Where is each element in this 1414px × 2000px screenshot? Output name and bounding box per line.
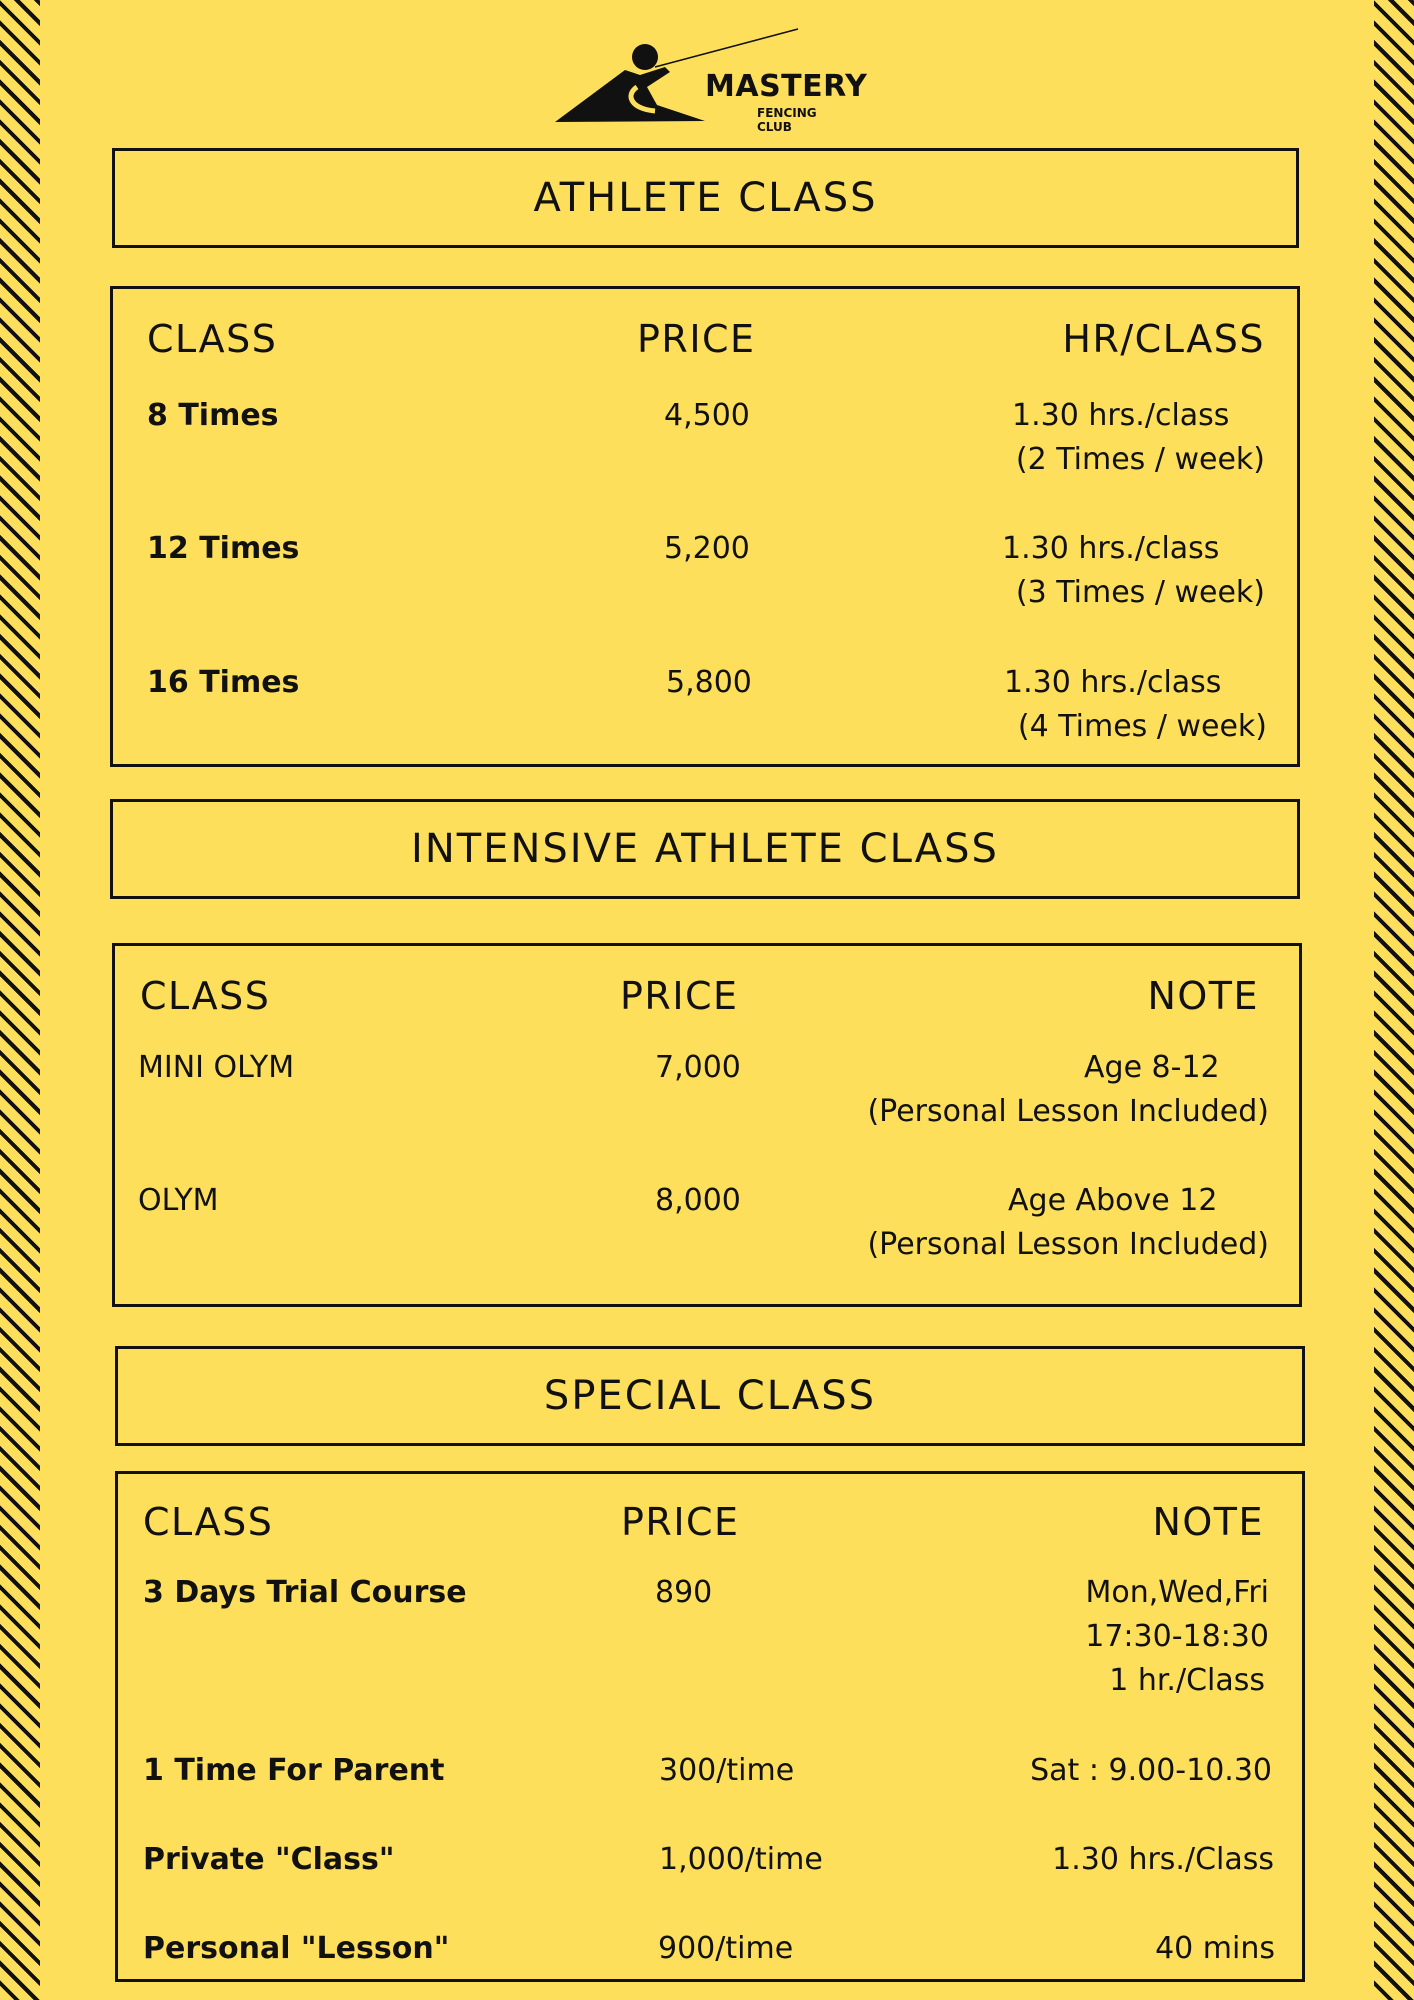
- logo: [545, 25, 868, 134]
- section-title: SPECIAL CLASS: [543, 1373, 877, 1419]
- row-note-line: Age 8-12: [1084, 1050, 1220, 1085]
- col-header-note: NOTE: [1147, 974, 1259, 1018]
- logo-subtitle: FENCING CLUB: [757, 106, 817, 134]
- row-price: 890: [655, 1575, 713, 1610]
- row-class: 3 Days Trial Course: [143, 1575, 467, 1610]
- row-note-line: Sat : 9.00-10.30: [1030, 1753, 1272, 1788]
- row-note-line: (4 Times / week): [1017, 709, 1267, 744]
- row-class: 8 Times: [147, 398, 279, 433]
- col-header-class: CLASS: [143, 1500, 274, 1544]
- col-header-price: PRICE: [637, 317, 756, 361]
- col-header-class: CLASS: [140, 974, 271, 1018]
- row-note-line: Mon,Wed,Fri: [1085, 1575, 1269, 1610]
- left-stripe-border: [0, 0, 40, 2000]
- row-class: Personal "Lesson": [143, 1931, 450, 1966]
- row-note-line: (2 Times / week): [1015, 442, 1265, 477]
- row-class: 16 Times: [147, 665, 300, 700]
- row-note-line: 1.30 hrs./class: [1002, 531, 1220, 566]
- row-note-line: Age Above 12: [1008, 1183, 1218, 1218]
- athlete-class-table: [110, 286, 1300, 767]
- row-price: 300/time: [659, 1753, 795, 1788]
- special-class-title-box: [115, 1346, 1305, 1446]
- athlete-class-title-box: [112, 148, 1299, 248]
- section-title: INTENSIVE ATHLETE CLASS: [411, 826, 999, 872]
- special-class-table: [115, 1471, 1305, 1982]
- logo-name: MASTERY: [705, 69, 868, 104]
- row-price: 900/time: [658, 1931, 794, 1966]
- row-class: 12 Times: [147, 531, 300, 566]
- col-header-price: PRICE: [621, 1500, 740, 1544]
- row-note-line: 1.30 hrs./class: [1004, 665, 1222, 700]
- row-note-line: (Personal Lesson Included): [867, 1227, 1269, 1262]
- row-note-line: 1.30 hrs./class: [1012, 398, 1230, 433]
- row-class: 1 Time For Parent: [143, 1753, 445, 1788]
- row-note-line: 1 hr./Class: [1109, 1663, 1265, 1698]
- row-note-line: (3 Times / week): [1015, 575, 1265, 610]
- row-price: 8,000: [655, 1183, 741, 1218]
- row-class: MINI OLYM: [138, 1050, 295, 1085]
- row-price: 1,000/time: [659, 1842, 823, 1877]
- intensive-athlete-class-table: [112, 943, 1302, 1307]
- row-note-line: 40 mins: [1155, 1931, 1275, 1966]
- row-price: 4,500: [664, 398, 750, 433]
- intensive-athlete-class-title-box: [110, 799, 1300, 899]
- col-header-price: PRICE: [620, 974, 739, 1018]
- col-header-hr-class: HR/CLASS: [1062, 317, 1265, 361]
- section-title: ATHLETE CLASS: [533, 175, 878, 221]
- row-class: OLYM: [138, 1183, 219, 1218]
- row-class: Private "Class": [143, 1842, 395, 1877]
- col-header-class: CLASS: [147, 317, 278, 361]
- row-price: 5,200: [664, 531, 750, 566]
- col-header-note: NOTE: [1152, 1500, 1264, 1544]
- row-note-line: (Personal Lesson Included): [867, 1094, 1269, 1129]
- row-price: 7,000: [655, 1050, 741, 1085]
- row-price: 5,800: [666, 665, 752, 700]
- row-note-line: 17:30-18:30: [1085, 1619, 1269, 1654]
- row-note-line: 1.30 hrs./Class: [1052, 1842, 1274, 1877]
- right-stripe-border: [1374, 0, 1414, 2000]
